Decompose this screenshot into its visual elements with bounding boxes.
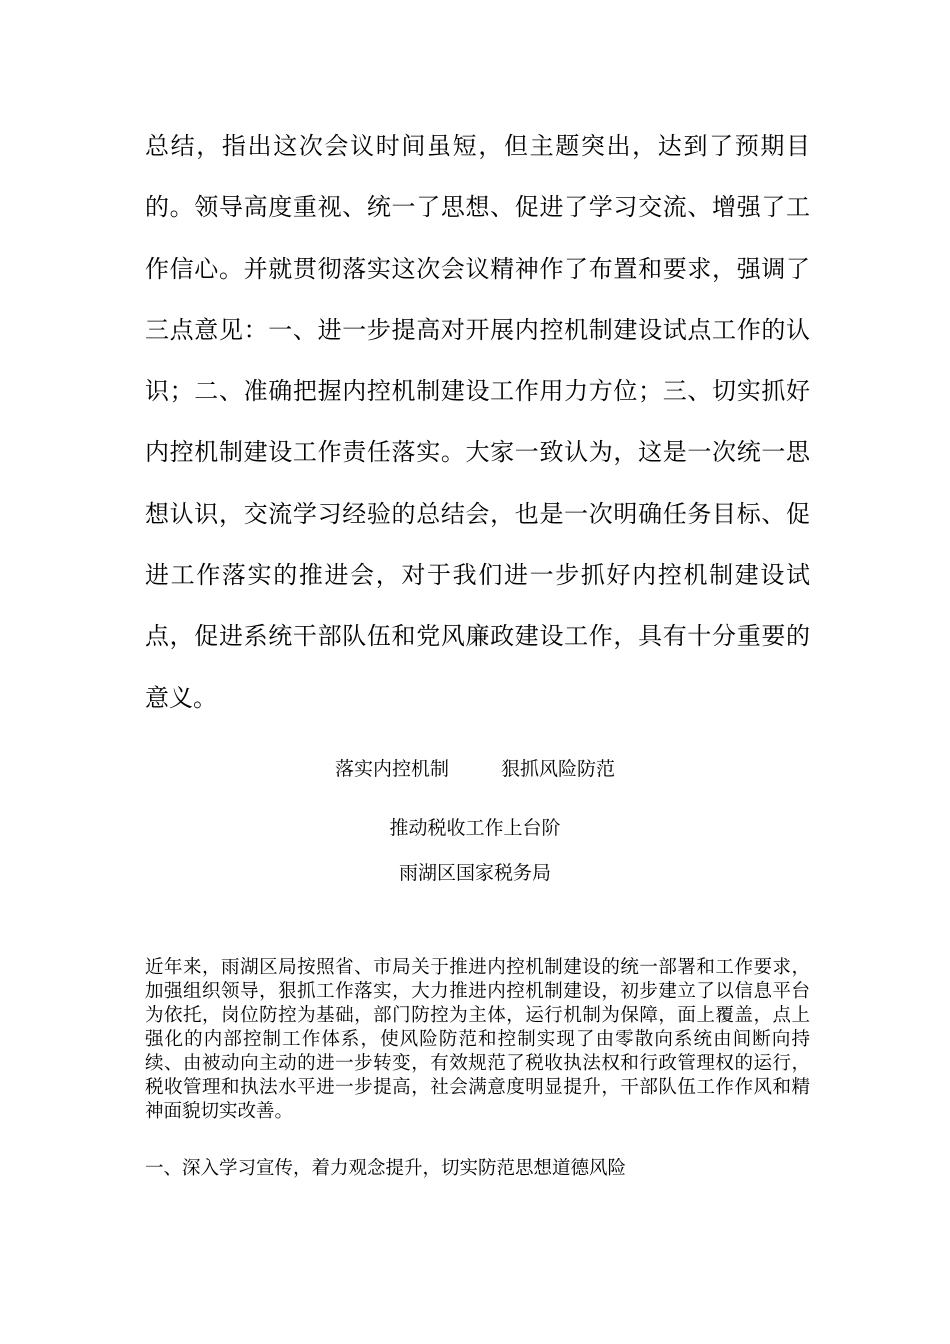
article-title-line-1 [0,756,950,782]
body-paragraph-2: 近年来，雨湖区局按照省、市局关于推进内控机制建设的统一部署和工作要求，加强组织领导，狠抓工作落实，大力推进内控机制建设，初步建立了以信息平台为依托，岗位防控为基础，部门防控为主体，运行机制为保障，面上覆盖，点上强化的内部控制工作体系，使风险防范和控制实现了由零散向系统由间断向持续、由被动向主动的进一步转变，有效规范了税收执法权和行政管理权的运行，税收管理和执法水平进一步提高，社会满意度明显提升，干部队伍工作作风和精神面貌切实改善。 [145,957,810,1122]
article-author: 雨湖区国家税务局 [398,862,551,884]
body-paragraph-1: 总结，指出这次会议时间虽短，但主题突出，达到了预期目的。领导高度重视、统一了思想、促进了学习交流、增强了工作信心。并就贯彻落实这次会议精神作了布置和要求，强调了三点意见：一、进一步提高对开展内控机制建设试点工作的认识；二、准确把握内控机制建设工作用力方位；三、切实抓好内控机制建设工作责任落实。大家一致认为，这是一次统一思想认识，交流学习经验的总结会，也是一次明确任务目标、促进工作落实的推进会，对于我们进一步抓好内控机制建设试点，促进系统干部队伍和党风廉政建设工作，具有十分重要的意义。 [145,132,810,712]
article-title-line-2: 推动税收工作上台阶 [389,817,561,839]
title-part-2: 狠抓风险防范 [501,758,616,780]
title-part-1: 落实内控机制 [334,758,449,780]
section-heading-1: 一、深入学习宣传，着力观念提升，切实防范思想道德风险 [145,1158,627,1179]
